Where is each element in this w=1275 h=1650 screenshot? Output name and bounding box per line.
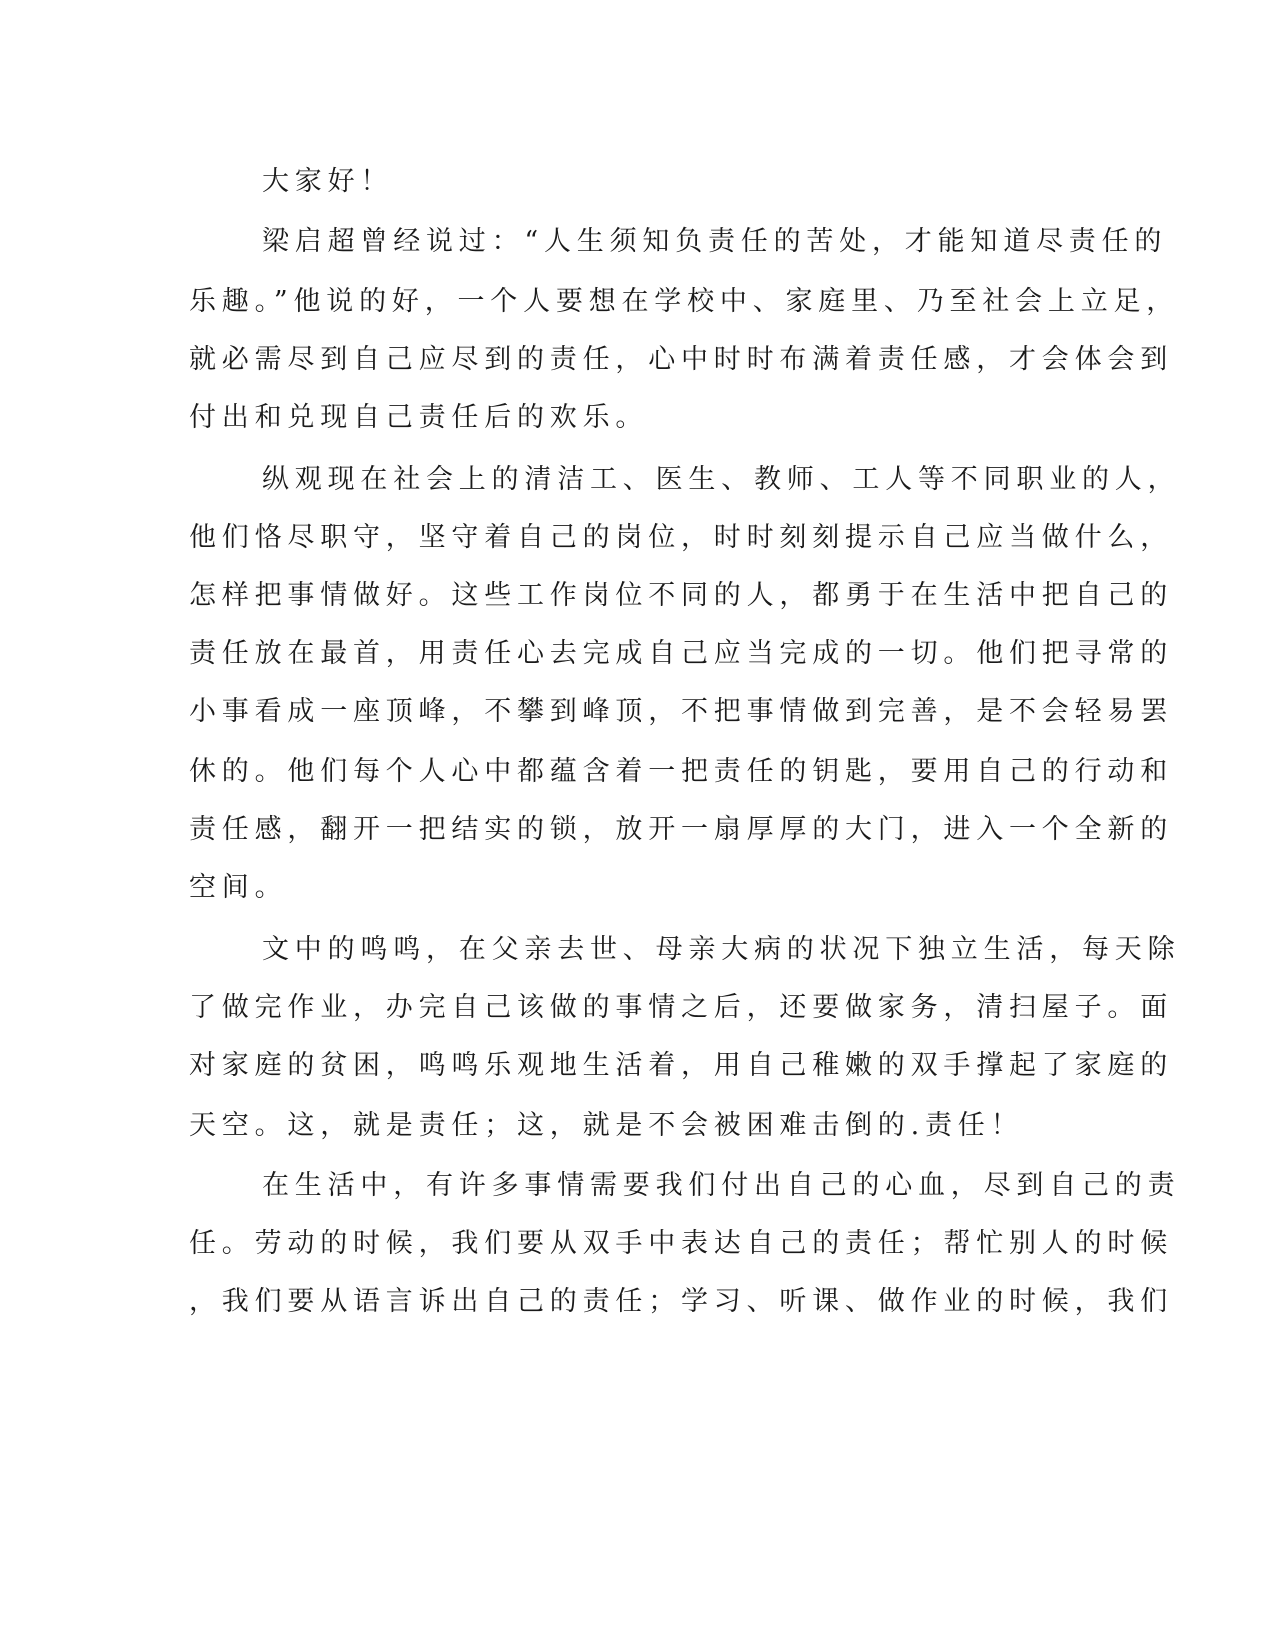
paragraph-line: 就必需尽到自己应尽到的责任，心中时时布满着责任感，才会体会到: [189, 344, 1173, 375]
paragraph-line: 小事看成一座顶峰，不攀到峰顶，不把事情做到完善，是不会轻易罢: [189, 696, 1173, 727]
paragraph-line: 怎样把事情做好。这些工作岗位不同的人，都勇于在生活中把自己的: [189, 580, 1173, 611]
paragraph-line: 付出和兑现自己责任后的欢乐。: [189, 402, 649, 433]
paragraph-line: 休的。他们每个人心中都蕴含着一把责任的钥匙，要用自己的行动和: [189, 756, 1173, 787]
greeting-line: 大家好！: [262, 166, 394, 197]
paragraph-line: 纵观现在社会上的清洁工、医生、教师、工人等不同职业的人，: [262, 464, 1181, 495]
paragraph-line: 了做完作业，办完自己该做的事情之后，还要做家务，清扫屋子。面: [189, 992, 1173, 1023]
paragraph-line: 任。劳动的时候，我们要从双手中表达自己的责任；帮忙别人的时候: [189, 1228, 1173, 1259]
paragraph-line: 天空。这，就是责任；这，就是不会被困难击倒的.责任！: [189, 1110, 1024, 1141]
paragraph-line: 乐趣。”他说的好，一个人要想在学校中、家庭里、乃至社会上立足，: [189, 286, 1180, 317]
paragraph-line: 梁启超曾经说过：“人生须知负责任的苦处，才能知道尽责任的: [262, 226, 1168, 257]
paragraph-line: ，我们要从语言诉出自己的责任；学习、听课、做作业的时候，我们: [189, 1286, 1173, 1317]
paragraph-line: 责任放在最首，用责任心去完成自己应当完成的一切。他们把寻常的: [189, 638, 1173, 669]
paragraph-line: 责任感，翻开一把结实的锁，放开一扇厚厚的大门，进入一个全新的: [189, 814, 1173, 845]
paragraph-line: 他们恪尽职守，坚守着自己的岗位，时时刻刻提示自己应当做什么，: [189, 522, 1173, 553]
paragraph-line: 在生活中，有许多事情需要我们付出自己的心血，尽到自己的责: [262, 1170, 1181, 1201]
paragraph-line: 对家庭的贫困，鸣鸣乐观地生活着，用自己稚嫩的双手撑起了家庭的: [189, 1050, 1173, 1081]
paragraph-line: 文中的鸣鸣，在父亲去世、母亲大病的状况下独立生活，每天除: [262, 934, 1181, 965]
paragraph-line: 空间。: [189, 872, 288, 903]
